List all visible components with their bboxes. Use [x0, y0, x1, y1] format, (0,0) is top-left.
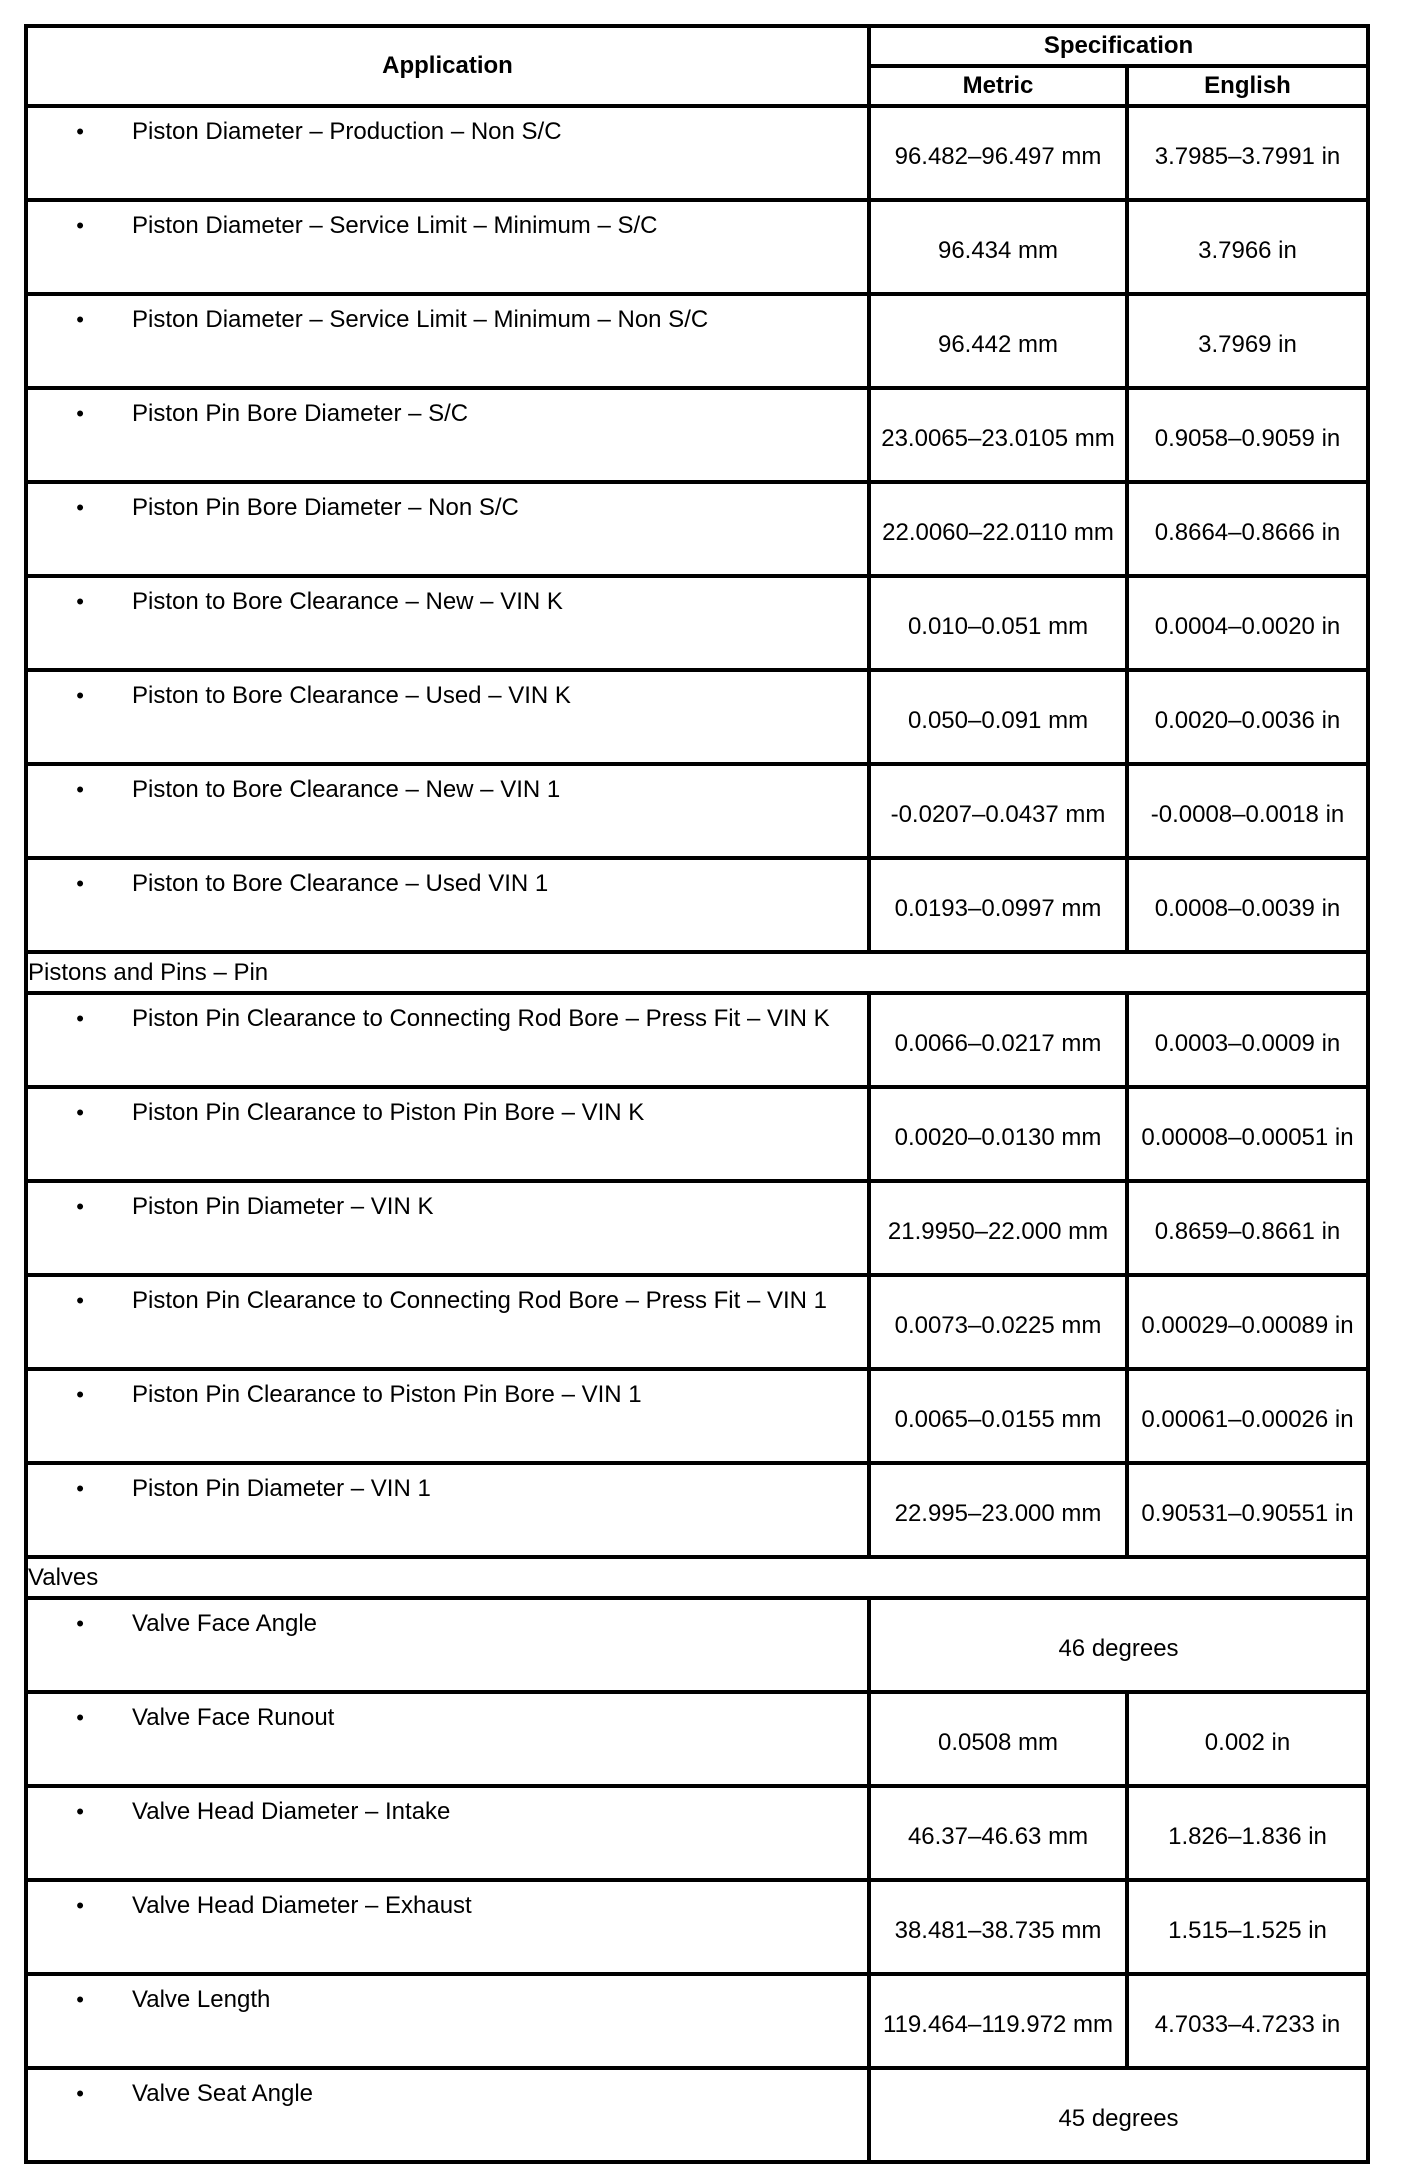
metric-cell: 96.442 mm	[869, 294, 1127, 388]
header-metric: Metric	[869, 66, 1127, 106]
header-specification: Specification	[869, 26, 1368, 66]
english-cell: 0.0004–0.0020 in	[1127, 576, 1368, 670]
metric-cell: 0.0020–0.0130 mm	[869, 1087, 1127, 1181]
table-row	[26, 388, 1368, 482]
application-cell	[26, 106, 869, 200]
metric-cell: 0.0508 mm	[869, 1692, 1127, 1786]
table-row	[26, 1275, 1368, 1369]
application-cell	[26, 200, 869, 294]
application-cell	[26, 576, 869, 670]
application-cell	[26, 1598, 869, 1692]
application-cell	[26, 482, 869, 576]
metric-cell: 0.0073–0.0225 mm	[869, 1275, 1127, 1369]
application-cell	[26, 294, 869, 388]
table-row	[26, 670, 1368, 764]
bullet-icon: •	[76, 1611, 84, 1636]
application-cell	[26, 1786, 869, 1880]
english-cell: 0.8664–0.8666 in	[1127, 482, 1368, 576]
table-row	[26, 106, 1368, 200]
combined-spec-cell: 45 degrees	[869, 2068, 1368, 2162]
table-row	[26, 1087, 1368, 1181]
metric-cell: -0.0207–0.0437 mm	[869, 764, 1127, 858]
english-cell: 0.8659–0.8661 in	[1127, 1181, 1368, 1275]
table-body	[26, 106, 1368, 2162]
metric-cell: 0.0065–0.0155 mm	[869, 1369, 1127, 1463]
bullet-icon: •	[76, 119, 84, 144]
application-text: Valve Face Angle	[132, 1610, 318, 1637]
bullet-icon: •	[76, 777, 84, 802]
english-cell: 1.826–1.836 in	[1127, 1786, 1368, 1880]
application-cell	[26, 1880, 869, 1974]
section-row	[26, 952, 1368, 993]
application-cell	[26, 2068, 869, 2162]
bullet-icon: •	[76, 1100, 84, 1125]
metric-cell: 21.9950–22.000 mm	[869, 1181, 1127, 1275]
bullet-icon: •	[76, 213, 84, 238]
metric-cell: 0.010–0.051 mm	[869, 576, 1127, 670]
english-cell: 0.0003–0.0009 in	[1127, 993, 1368, 1087]
header-application: Application	[26, 26, 869, 106]
application-text: Piston Pin Bore Diameter – Non S/C	[132, 494, 519, 521]
english-cell: 0.002 in	[1127, 1692, 1368, 1786]
application-cell	[26, 1463, 869, 1557]
application-text: Valve Face Runout	[132, 1704, 335, 1731]
english-cell: 0.00008–0.00051 in	[1127, 1087, 1368, 1181]
metric-cell: 22.0060–22.0110 mm	[869, 482, 1127, 576]
english-cell: 0.90531–0.90551 in	[1127, 1463, 1368, 1557]
english-cell: 3.7969 in	[1127, 294, 1368, 388]
bullet-icon: •	[76, 307, 84, 332]
table-row	[26, 294, 1368, 388]
english-cell: 0.0020–0.0036 in	[1127, 670, 1368, 764]
table-row	[26, 1786, 1368, 1880]
application-text: Piston Diameter – Production – Non S/C	[132, 118, 562, 145]
combined-spec-cell: 46 degrees	[869, 1598, 1368, 1692]
application-cell	[26, 1369, 869, 1463]
metric-cell: 0.0193–0.0997 mm	[869, 858, 1127, 952]
application-text: Valve Head Diameter – Intake	[132, 1798, 451, 1825]
english-cell: 3.7966 in	[1127, 200, 1368, 294]
english-cell: 4.7033–4.7233 in	[1127, 1974, 1368, 2068]
application-cell	[26, 1181, 869, 1275]
bullet-icon: •	[76, 1893, 84, 1918]
metric-cell: 38.481–38.735 mm	[869, 1880, 1127, 1974]
bullet-icon: •	[76, 1006, 84, 1031]
application-text: Piston to Bore Clearance – Used VIN 1	[132, 870, 549, 897]
english-cell: -0.0008–0.0018 in	[1127, 764, 1368, 858]
application-text: Piston to Bore Clearance – New – VIN K	[132, 588, 563, 615]
section-row	[26, 1557, 1368, 1598]
english-cell: 0.9058–0.9059 in	[1127, 388, 1368, 482]
bullet-icon: •	[76, 1194, 84, 1219]
table-row	[26, 993, 1368, 1087]
application-text: Piston to Bore Clearance – Used – VIN K	[132, 682, 571, 709]
table-row	[26, 1369, 1368, 1463]
application-cell	[26, 858, 869, 952]
table-row	[26, 1692, 1368, 1786]
application-text: Piston to Bore Clearance – New – VIN 1	[132, 776, 561, 803]
application-text: Piston Diameter – Service Limit – Minimum – Non S/C	[132, 306, 709, 333]
application-cell	[26, 388, 869, 482]
bullet-icon: •	[76, 495, 84, 520]
application-cell	[26, 993, 869, 1087]
application-text: Valve Length	[132, 1986, 271, 2013]
application-text: Valve Head Diameter – Exhaust	[132, 1892, 472, 1919]
application-cell	[26, 670, 869, 764]
metric-cell: 0.050–0.091 mm	[869, 670, 1127, 764]
bullet-icon: •	[76, 2081, 84, 2106]
table-header	[26, 26, 1368, 106]
bullet-icon: •	[76, 401, 84, 426]
header-row-1	[26, 26, 1368, 66]
bullet-icon: •	[76, 1288, 84, 1313]
metric-cell: 46.37–46.63 mm	[869, 1786, 1127, 1880]
application-cell	[26, 1974, 869, 2068]
table-row	[26, 576, 1368, 670]
english-cell: 1.515–1.525 in	[1127, 1880, 1368, 1974]
application-cell	[26, 764, 869, 858]
english-cell: 0.00029–0.00089 in	[1127, 1275, 1368, 1369]
table-row	[26, 1598, 1368, 1692]
table-row	[26, 1181, 1368, 1275]
table-row	[26, 1974, 1368, 2068]
metric-cell: 96.482–96.497 mm	[869, 106, 1127, 200]
english-cell: 3.7985–3.7991 in	[1127, 106, 1368, 200]
application-text: Piston Pin Bore Diameter – S/C	[132, 400, 469, 427]
application-text: Piston Pin Clearance to Connecting Rod Bore – Press Fit – VIN K	[132, 1005, 830, 1032]
header-english: English	[1127, 66, 1368, 106]
english-cell: 0.00061–0.00026 in	[1127, 1369, 1368, 1463]
application-text: Piston Pin Clearance to Piston Pin Bore – VIN 1	[132, 1381, 642, 1408]
section-pins-title: Pistons and Pins – Pin	[26, 952, 1368, 993]
table-row	[26, 858, 1368, 952]
metric-cell: 96.434 mm	[869, 200, 1127, 294]
section-valves-title: Valves	[26, 1557, 1368, 1598]
bullet-icon: •	[76, 1476, 84, 1501]
application-text: Piston Pin Clearance to Piston Pin Bore – VIN K	[132, 1099, 645, 1126]
table-row	[26, 2068, 1368, 2162]
bullet-icon: •	[76, 1987, 84, 2012]
bullet-icon: •	[76, 1799, 84, 1824]
english-cell: 0.0008–0.0039 in	[1127, 858, 1368, 952]
table-row	[26, 482, 1368, 576]
bullet-icon: •	[76, 589, 84, 614]
application-text: Piston Diameter – Service Limit – Minimum – S/C	[132, 212, 658, 239]
table-row	[26, 1880, 1368, 1974]
spec-table	[24, 24, 1370, 2164]
metric-cell: 0.0066–0.0217 mm	[869, 993, 1127, 1087]
application-cell	[26, 1275, 869, 1369]
bullet-icon: •	[76, 1705, 84, 1730]
table-row	[26, 1463, 1368, 1557]
bullet-icon: •	[76, 683, 84, 708]
metric-cell: 22.995–23.000 mm	[869, 1463, 1127, 1557]
application-text: Piston Pin Clearance to Connecting Rod Bore – Press Fit – VIN 1	[132, 1287, 828, 1314]
application-text: Valve Seat Angle	[132, 2080, 314, 2107]
application-text: Piston Pin Diameter – VIN 1	[132, 1475, 431, 1502]
table-row	[26, 764, 1368, 858]
application-cell	[26, 1692, 869, 1786]
metric-cell: 23.0065–23.0105 mm	[869, 388, 1127, 482]
application-text: Piston Pin Diameter – VIN K	[132, 1193, 434, 1220]
metric-cell: 119.464–119.972 mm	[869, 1974, 1127, 2068]
bullet-icon: •	[76, 1382, 84, 1407]
bullet-icon: •	[76, 871, 84, 896]
table-row	[26, 200, 1368, 294]
application-cell	[26, 1087, 869, 1181]
